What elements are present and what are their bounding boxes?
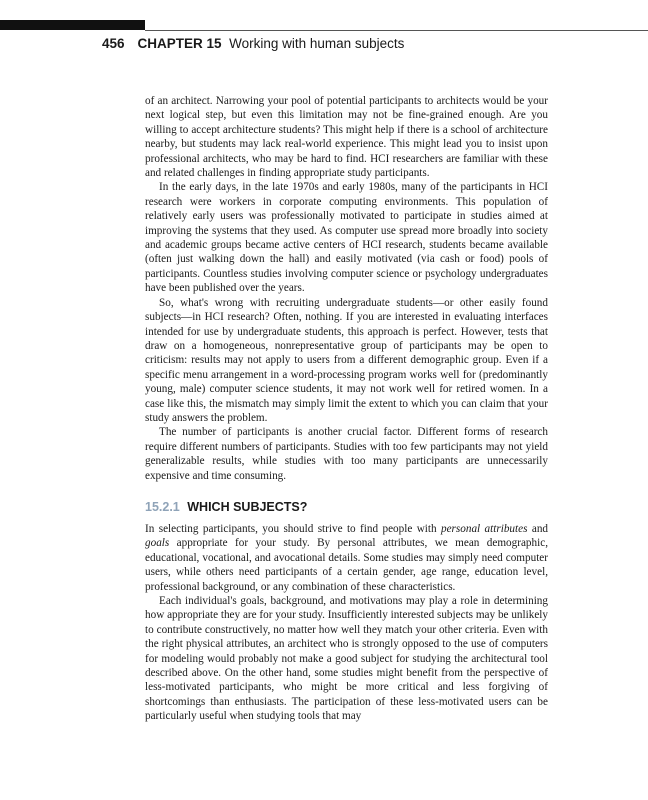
paragraph: Each individual's goals, background, and motivations may play a role in determining how appropriate they are for your study. Insufficiently interested subjects may be unlikely to contribute constructively, no matter how well they match your other criteria. Even with the right physical attributes, an architect who is strongly opposed to the use of computers for modeling would probably not make a good subject for studying the architectural tool described above. On the other hand, some studies might benefit from the perspective of less-motivated participants, who might be more critical and less forgiving of shortcomings than enthusiasts. The participation of these less-motivated users can be particularly useful when studying tools that may (145, 595, 548, 723)
text-run: and (527, 522, 549, 535)
page-number: 456 (102, 36, 125, 51)
section-number: 15.2.1 (145, 499, 180, 514)
header-rule (145, 30, 648, 31)
text-run: In selecting participants, you should strive to find people with (145, 522, 441, 535)
paragraph (145, 522, 548, 594)
chapter-label: CHAPTER 15 (137, 36, 222, 51)
header-bar (0, 20, 145, 30)
section-heading (145, 499, 548, 515)
paragraph: The number of participants is another crucial factor. Different forms of research require different numbers of participants. Studies with too few participants may not yield generalizable results, while studies with too many participants are unnecessarily expensive and time consuming. (145, 426, 548, 482)
chapter-title: Working with human subjects (229, 36, 405, 51)
emphasis-text: goals (145, 537, 170, 550)
paragraph: In the early days, in the late 1970s and early 1980s, many of the participants in HCI research were workers in corporate computing environments. This population of relatively early users was professionally motivated to participate in studies aimed at improving the systems that they used. As computer use spread more broadly into society and academic groups became active centers of HCI research, students became available (often just walking down the hall) and easily motivated (via cash or food) pools of participants. Countless studies involving computer science or psychology undergraduates have been published over the years. (145, 181, 548, 295)
section-title: WHICH SUBJECTS? (187, 499, 308, 514)
text-run: appropriate for your study. By personal attributes, we mean demographic, educational, vocational, and avocational details. Some studies may simply need computer users, while others need participants of a certain gender, age range, education level, professional background, or any combination of these characteristics. (145, 537, 548, 593)
emphasis-text: personal attributes (441, 522, 528, 535)
running-header (102, 36, 404, 52)
paragraph: So, what's wrong with recruiting undergraduate students—or other easily found subjects—in HCI research? Often, nothing. If you are interested in evaluating interfaces intended for use by undergraduate students, this approach is perfect. However, tests that draw on a homogeneous, nonrepresentative group of participants may be open to criticism: results may not apply to users from a different demographic group. Even if a specific menu arrangement in a word-processing program works well for (predominantly young, male) computer science students, it may not work well for retired women. In a case like this, the mismatch may simply limit the extent to which you can claim that your study answers the problem. (145, 296, 548, 424)
body-text (145, 94, 548, 724)
paragraph: of an architect. Narrowing your pool of potential participants to architects would be your next logical step, but even this limitation may not be fine-grained enough. Are you willing to accept architecture students? This might help if there is a school of architecture nearby, but students may lack real-world experience. This might lead you to insist upon professional architects, who may be hard to find. HCI researchers are familiar with these and related challenges in finding appropriate study participants. (145, 95, 548, 180)
